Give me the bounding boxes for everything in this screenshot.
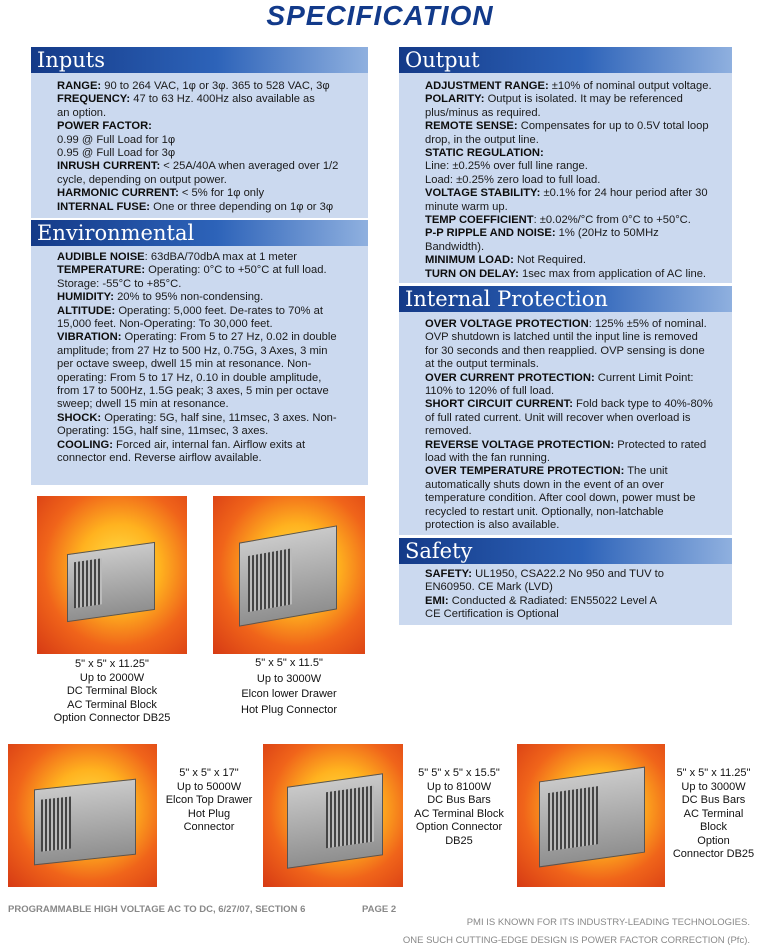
- spec-label: INTERNAL FUSE:: [57, 200, 151, 213]
- spec-line: [425, 439, 724, 452]
- caption-line: Elcon Top Drawer: [165, 794, 253, 806]
- footer-line-2: ONE SUCH CUTTING-EDGE DESIGN IS POWER FACTOR CORRECTION (Pfc).: [402, 935, 750, 946]
- spec-value: Operating: From 5 to 27 Hz, 0.02 in double: [121, 331, 337, 344]
- spec-value: : 125% ±5% of nominal.: [588, 318, 707, 330]
- spec-value: 1sec max from application of AC line.: [518, 267, 707, 280]
- spec-line: [57, 278, 360, 291]
- spec-line: [425, 519, 724, 532]
- spec-line: [425, 595, 724, 608]
- environmental-header: [31, 220, 368, 246]
- spec-line: [425, 452, 724, 465]
- spec-line: [425, 479, 724, 492]
- caption-line: Elcon lower Drawer: [241, 688, 337, 700]
- spec-line: [425, 268, 724, 281]
- spec-line: [57, 134, 360, 147]
- spec-value: Load: ±0.25% zero load to full load.: [425, 173, 601, 186]
- spec-value: Operating: 0°C to +50°C at full load.: [145, 264, 327, 277]
- spec-value: : ±0.02%/°C from 0°C to +50°C.: [533, 214, 691, 227]
- spec-line: [57, 439, 360, 452]
- spec-line: [57, 201, 360, 214]
- spec-value: 90 to 264 VAC, 1φ or 3φ. 365 to 528 VAC, 3φ: [101, 80, 330, 92]
- spec-line: [57, 412, 360, 425]
- output-header: [399, 47, 732, 73]
- caption-line: Option: [697, 834, 730, 847]
- spec-value: CE Certification is Optional: [425, 608, 559, 621]
- spec-line: [425, 241, 724, 254]
- spec-value: OVP shutdown is latched until the input line is removed: [425, 331, 698, 344]
- spec-value: Current Limit Point:: [594, 371, 694, 384]
- safety-heading: Safety: [405, 539, 473, 563]
- protection-heading: Internal Protection: [405, 287, 608, 311]
- product-photo-2: [213, 496, 365, 654]
- spec-label: SHOCK:: [57, 411, 102, 424]
- caption-line: AC Terminal Block: [67, 698, 157, 711]
- protection-body: [425, 318, 724, 533]
- spec-value: 110% to 120% of full load.: [425, 385, 555, 398]
- inputs-body: [57, 80, 360, 214]
- spec-line: [425, 107, 724, 120]
- spec-label: COOLING:: [57, 438, 113, 451]
- inputs-header: [31, 47, 368, 73]
- spec-line: [57, 291, 360, 304]
- spec-line: [425, 568, 724, 581]
- caption-line: Up to 2000W: [79, 671, 145, 684]
- spec-value: for 30 seconds and then reapplied. OVP sensing is done: [425, 344, 705, 357]
- spec-value: ±10% of nominal output voltage.: [548, 80, 712, 92]
- spec-line: [425, 318, 724, 331]
- spec-value: Output is isolated. It may be referenced: [484, 93, 683, 106]
- spec-value: 0.99 @ Full Load for 1φ: [57, 133, 176, 146]
- spec-line: [425, 345, 724, 358]
- caption-line: Block: [700, 821, 727, 833]
- spec-value: load with the fan running.: [425, 452, 551, 465]
- spec-label: AUDIBLE NOISE: [57, 251, 145, 263]
- protection-panel: [399, 286, 732, 535]
- environmental-heading: Environmental: [37, 221, 195, 245]
- spec-label: TEMP COEFFICIENT: [425, 214, 534, 227]
- spec-line: [57, 425, 360, 438]
- spec-line: [425, 227, 724, 240]
- spec-line: [425, 372, 724, 385]
- spec-line: [425, 506, 724, 519]
- spec-value: from 17 to 500Hz, 1.5G peak; 3 axes, 5 min per octave: [57, 385, 329, 398]
- spec-value: drop, in the output line.: [425, 133, 539, 146]
- spec-label: MINIMUM LOAD:: [425, 254, 514, 267]
- power-supply-unit: [539, 767, 645, 868]
- spec-line: [57, 160, 360, 173]
- spec-value: ±0.1% for 24 hour period after 30: [540, 187, 708, 200]
- spec-line: [425, 581, 724, 594]
- product-caption-4: [403, 767, 515, 848]
- spec-value: 15,000 feet. Non-Operating: To 30,000 feet.: [57, 318, 273, 331]
- spec-value: < 25A/40A when averaged over 1/2: [160, 160, 339, 173]
- caption-line: Hot Plug: [187, 807, 231, 820]
- caption-line: DC Bus Bars: [681, 794, 746, 806]
- spec-value: amplitude; from 27 Hz to 500 Hz, 0.75G, 3 Axes, 3 min: [57, 344, 328, 357]
- spec-line: [57, 251, 360, 264]
- power-supply-unit: [239, 525, 337, 626]
- footer-page-number: PAGE 2: [362, 904, 397, 915]
- spec-line: [425, 492, 724, 505]
- spec-value: Operating: 5,000 feet. De-rates to 70% at: [115, 304, 323, 317]
- spec-line: [57, 385, 360, 398]
- vent-grill: [74, 558, 102, 608]
- caption-line: 5" x 5" x 11.25": [75, 658, 149, 670]
- spec-line: [425, 160, 724, 173]
- spec-line: [57, 331, 360, 344]
- caption-line: 5" x 5" x 17": [179, 767, 239, 779]
- spec-label: RANGE:: [57, 80, 102, 92]
- product-caption-1: [37, 658, 187, 726]
- spec-label: POWER FACTOR:: [57, 120, 152, 133]
- spec-line: [425, 214, 724, 227]
- caption-line: 5" x 5" x 11.5": [255, 657, 323, 669]
- product-photo-4: [263, 744, 403, 887]
- spec-value: Bandwidth).: [425, 240, 485, 253]
- safety-header: [399, 538, 732, 564]
- safety-panel: [399, 538, 732, 625]
- vent-grill: [248, 548, 292, 612]
- spec-line: [425, 174, 724, 187]
- caption-line: Up to 3000W: [681, 780, 746, 793]
- caption-line: Option Connector: [415, 821, 503, 833]
- footer-line-1: PMI IS KNOWN FOR ITS INDUSTRY-LEADING TECHNOLOGIES.: [466, 917, 750, 928]
- spec-line: [57, 264, 360, 277]
- inputs-heading: Inputs: [37, 48, 106, 72]
- spec-line: [425, 201, 724, 214]
- product-caption-2: [213, 656, 365, 718]
- spec-value: recycled to restart unit. Optionally, non-latchable: [425, 505, 664, 518]
- spec-value: Protected to rated: [614, 438, 707, 451]
- spec-value: 20% to 95% non-condensing.: [113, 291, 264, 304]
- output-panel: [399, 47, 732, 283]
- product-caption-3: [157, 767, 261, 835]
- safety-body: [425, 568, 724, 622]
- spec-value: Storage: -55°C to +85°C.: [57, 277, 182, 290]
- vent-grill: [548, 786, 598, 851]
- spec-value: UL1950, CSA22.2 No 950 and TUV to: [472, 568, 664, 580]
- power-supply-unit: [67, 542, 155, 622]
- caption-line: DC Bus Bars: [427, 794, 491, 806]
- spec-line: [57, 187, 360, 200]
- spec-line: [57, 107, 360, 120]
- caption-line: Up to 3000W: [256, 672, 322, 685]
- spec-line: [425, 120, 724, 133]
- spec-value: Not Required.: [513, 254, 587, 267]
- spec-value: operating: From 5 to 17 Hz, 0.10 in double amplitude,: [57, 371, 322, 384]
- spec-line: [425, 358, 724, 371]
- spec-line: [57, 398, 360, 411]
- caption-line: AC Terminal Block: [414, 807, 504, 820]
- power-supply-unit: [287, 773, 383, 868]
- spec-line: [57, 358, 360, 371]
- spec-line: [57, 372, 360, 385]
- spec-line: [57, 452, 360, 465]
- spec-value: cycle, depending on output power.: [57, 173, 227, 186]
- caption-line: Up to 5000W: [176, 780, 242, 793]
- spec-label: REMOTE SENSE:: [425, 120, 518, 133]
- spec-value: plus/minus as required.: [425, 106, 541, 119]
- spec-label: TURN ON DELAY:: [425, 267, 519, 280]
- spec-label: OVER VOLTAGE PROTECTION: [425, 318, 589, 330]
- spec-value: 1% (20Hz to 50MHz: [555, 227, 659, 240]
- spec-line: [57, 305, 360, 318]
- spec-line: [425, 465, 724, 478]
- spec-label: SHORT CIRCUIT CURRENT:: [425, 398, 573, 411]
- spec-label: REVERSE VOLTAGE PROTECTION:: [425, 438, 615, 451]
- spec-label: VOLTAGE STABILITY:: [425, 187, 541, 200]
- product-photo-3: [8, 744, 157, 887]
- caption-line: Hot Plug Connector: [241, 703, 337, 716]
- spec-value: automatically shuts down in the event of an over: [425, 478, 664, 491]
- spec-line: [57, 93, 360, 106]
- spec-value: Fold back type to 40%-80%: [572, 398, 713, 411]
- spec-line: [425, 93, 724, 106]
- spec-value: per octave sweep, dwell 15 min at resonance. Non-: [57, 358, 312, 371]
- spec-value: temperature condition. After cool down, power must be: [425, 492, 696, 505]
- spec-value: EN60950. CE Mark (LVD): [425, 581, 553, 594]
- spec-label: EMI:: [425, 594, 449, 607]
- spec-line: [425, 385, 724, 398]
- spec-value: Forced air, internal fan. Airflow exits at: [112, 438, 306, 451]
- caption-line: 5" 5" x 5" x 15.5": [418, 767, 500, 779]
- spec-value: removed.: [425, 425, 472, 438]
- spec-line: [57, 80, 360, 93]
- spec-label: ALTITUDE:: [57, 304, 116, 317]
- caption-line: Up to 8100W: [426, 780, 492, 793]
- spec-line: [425, 412, 724, 425]
- spec-value: of full rated current. Unit will recover when overload is: [425, 411, 691, 424]
- power-supply-unit: [34, 779, 136, 866]
- vent-grill: [326, 786, 374, 849]
- spec-line: [57, 147, 360, 160]
- caption-line: DB25: [445, 834, 473, 847]
- spec-label: OVER CURRENT PROTECTION:: [425, 371, 595, 384]
- protection-header: [399, 286, 732, 312]
- vent-grill: [41, 796, 71, 851]
- spec-line: [57, 318, 360, 331]
- spec-label: HUMIDITY:: [57, 291, 114, 304]
- caption-line: AC Terminal: [683, 807, 744, 820]
- spec-line: [425, 254, 724, 267]
- caption-line: Connector: [183, 821, 235, 833]
- spec-value: at the output terminals.: [425, 358, 539, 371]
- spec-value: 47 to 63 Hz. 400Hz also available as: [130, 93, 315, 106]
- spec-value: 0.95 @ Full Load for 3φ: [57, 147, 176, 160]
- spec-value: minute warm up.: [425, 200, 508, 213]
- product-photo-1: [37, 496, 187, 654]
- spec-value: : 63dBA/70dbA max at 1 meter: [144, 251, 298, 263]
- spec-line: [425, 80, 724, 93]
- spec-line: [57, 174, 360, 187]
- spec-line: [425, 608, 724, 621]
- environmental-body: [57, 251, 360, 466]
- spec-label: HARMONIC CURRENT:: [57, 187, 179, 200]
- output-body: [425, 80, 724, 281]
- spec-label: POLARITY:: [425, 93, 485, 106]
- spec-value: One or three depending on 1φ or 3φ: [150, 200, 334, 213]
- inputs-panel: [31, 47, 368, 218]
- spec-value: Operating: 5G, half sine, 11msec, 3 axes. Non-: [101, 411, 337, 424]
- footer-document-info: PROGRAMMABLE HIGH VOLTAGE AC TO DC, 6/27/07, SECTION 6: [8, 904, 306, 915]
- spec-value: connector end. Reverse airflow available.: [57, 452, 262, 465]
- spec-value: The unit: [624, 465, 668, 478]
- spec-label: ADJUSTMENT RANGE:: [425, 80, 549, 92]
- product-photo-5: [517, 744, 665, 887]
- environmental-panel: [31, 220, 368, 485]
- spec-value: Compensates for up to 0.5V total loop: [517, 120, 709, 133]
- spec-label: VIBRATION:: [57, 331, 122, 344]
- spec-label: FREQUENCY:: [57, 93, 131, 106]
- spec-label: SAFETY:: [425, 568, 473, 580]
- spec-label: STATIC REGULATION:: [425, 147, 544, 160]
- spec-value: Conducted & Radiated: EN55022 Level A: [448, 594, 657, 607]
- spec-line: [425, 134, 724, 147]
- spec-line: [425, 331, 724, 344]
- spec-label: TEMPERATURE:: [57, 264, 146, 277]
- spec-line: [425, 425, 724, 438]
- spec-value: protection is also available.: [425, 519, 560, 532]
- output-heading: Output: [405, 48, 480, 72]
- page-title: SPECIFICATION: [266, 0, 494, 31]
- spec-value: < 5% for 1φ only: [178, 187, 265, 200]
- spec-value: Operating: 15G, half sine, 11msec, 3 axes.: [57, 425, 269, 438]
- spec-line: [425, 147, 724, 160]
- product-caption-5: [667, 767, 760, 862]
- spec-label: OVER TEMPERATURE PROTECTION:: [425, 465, 625, 478]
- spec-line: [425, 398, 724, 411]
- caption-line: DC Terminal Block: [66, 685, 158, 697]
- caption-line: Option Connector DB25: [53, 712, 171, 724]
- spec-label: INRUSH CURRENT:: [57, 160, 161, 173]
- caption-line: Connector DB25: [672, 848, 755, 860]
- spec-value: Line: ±0.25% over full line range.: [425, 160, 588, 173]
- spec-line: [57, 345, 360, 358]
- spec-label: P-P RIPPLE AND NOISE:: [425, 227, 556, 240]
- spec-value: an option.: [57, 106, 107, 119]
- spec-line: [425, 187, 724, 200]
- spec-value: sweep; dwell 15 min at resonance.: [57, 398, 229, 411]
- spec-line: [57, 120, 360, 133]
- caption-line: 5" x 5" x 11.25": [676, 767, 751, 779]
